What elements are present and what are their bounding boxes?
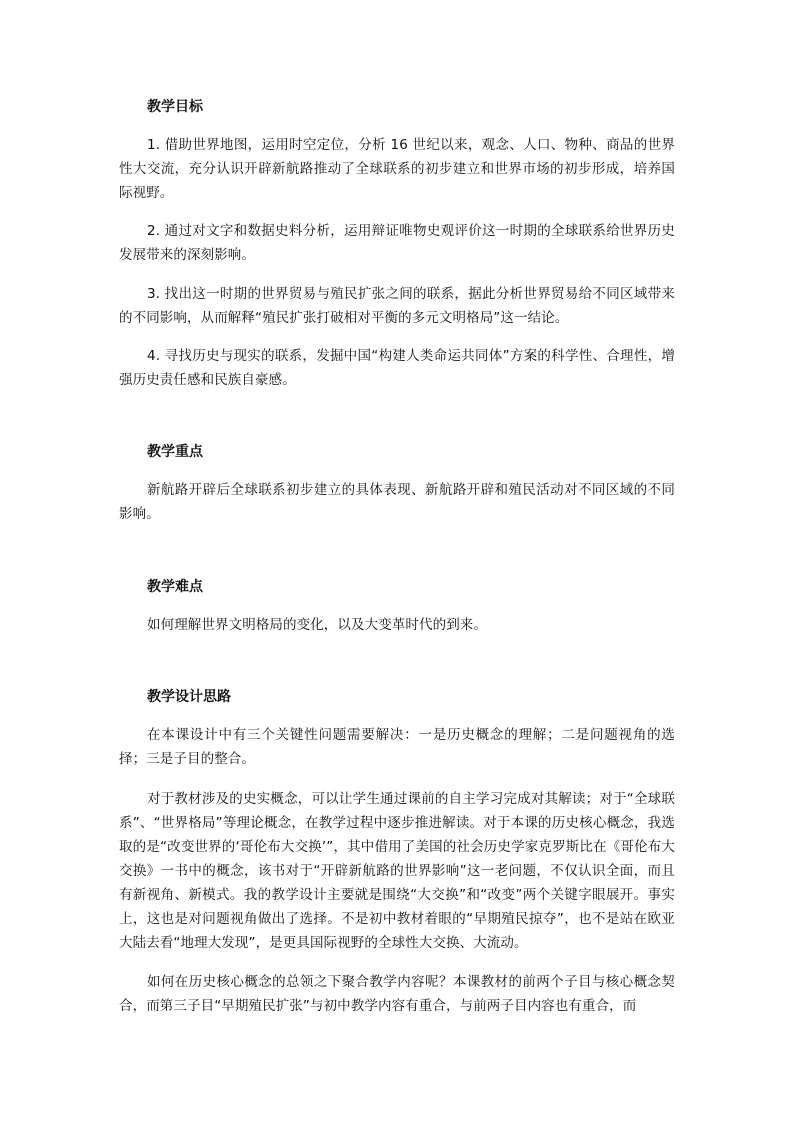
objective-item-4: 4. 寻找历史与现实的联系，发掘中国“构建人类命运共同体”方案的科学性、合理性，增强历史责任感和民族自豪感。: [119, 348, 675, 388]
objective-item-2: 2. 通过对文字和数据史料分析，运用辩证唯物史观评价这一时期的全球联系给世界历史发展带来的深刻影响。: [119, 223, 675, 263]
key-points-text: 新航路开辟后全球联系初步建立的具体表现、新航路开辟和殖民活动对不同区域的不同影响。: [119, 482, 675, 522]
design-heading: 教学设计思路: [147, 689, 231, 705]
key-points-heading: 教学重点: [147, 444, 203, 460]
objective-item-1: 1. 借助世界地图，运用时空定位，分析 16 世纪以来，观念、人口、物种、商品的世界性大交流，充分认识开辟新航路推动了全球联系的初步建立和世界市场的初步形成，培养国际视野。: [119, 137, 675, 201]
objectives-heading: 教学目标: [147, 99, 203, 115]
objective-item-3: 3. 找出这一时期的世界贸易与殖民扩张之间的联系，据此分析世界贸易给不同区域带来的不同影响，从而解释“殖民扩张打破相对平衡的多元文明格局”这一结论。: [119, 286, 675, 326]
design-paragraph-2: 对于教材涉及的史实概念，可以让学生通过课前的自主学习完成对其解读；对于“全球联系”、“世界格局”等理论概念，在教学过程中逐步推进解读。对于本课的历史核心概念，我选取的是“改变世界的‘哥伦布大交换’”，其中借用了美国的社会历史学家克罗斯比在《哥伦布大交换》一书中的概念，该书对于“开辟新航路的世界影响”这一老问题，不仅认识全面，而且有新视角、新模式。我的教学设计主要就是围绕“大交换”和“改变”两个关键字眼展开。事实上，这也是对问题视角做出了选择。不是初中教材着眼的“早期殖民掠夺”，也不是站在欧亚大陆去看“地理大发现”，是更具国际视野的全球性大交换、大流动。: [119, 791, 675, 951]
difficulties-heading: 教学难点: [147, 579, 203, 595]
design-paragraph-3: 如何在历史核心概念的总领之下聚合教学内容呢？本课教材的前两个子目与核心概念契合，而第三子目“早期殖民扩张”与初中教学内容有重合，与前两子目内容也有重合，而: [119, 974, 675, 1014]
design-paragraph-1: 在本课设计中有三个关键性问题需要解决：一是历史概念的理解；二是问题视角的选择；三是子目的整合。: [119, 727, 675, 767]
difficulties-text: 如何理解世界文明格局的变化，以及大变革时代的到来。: [147, 617, 487, 633]
